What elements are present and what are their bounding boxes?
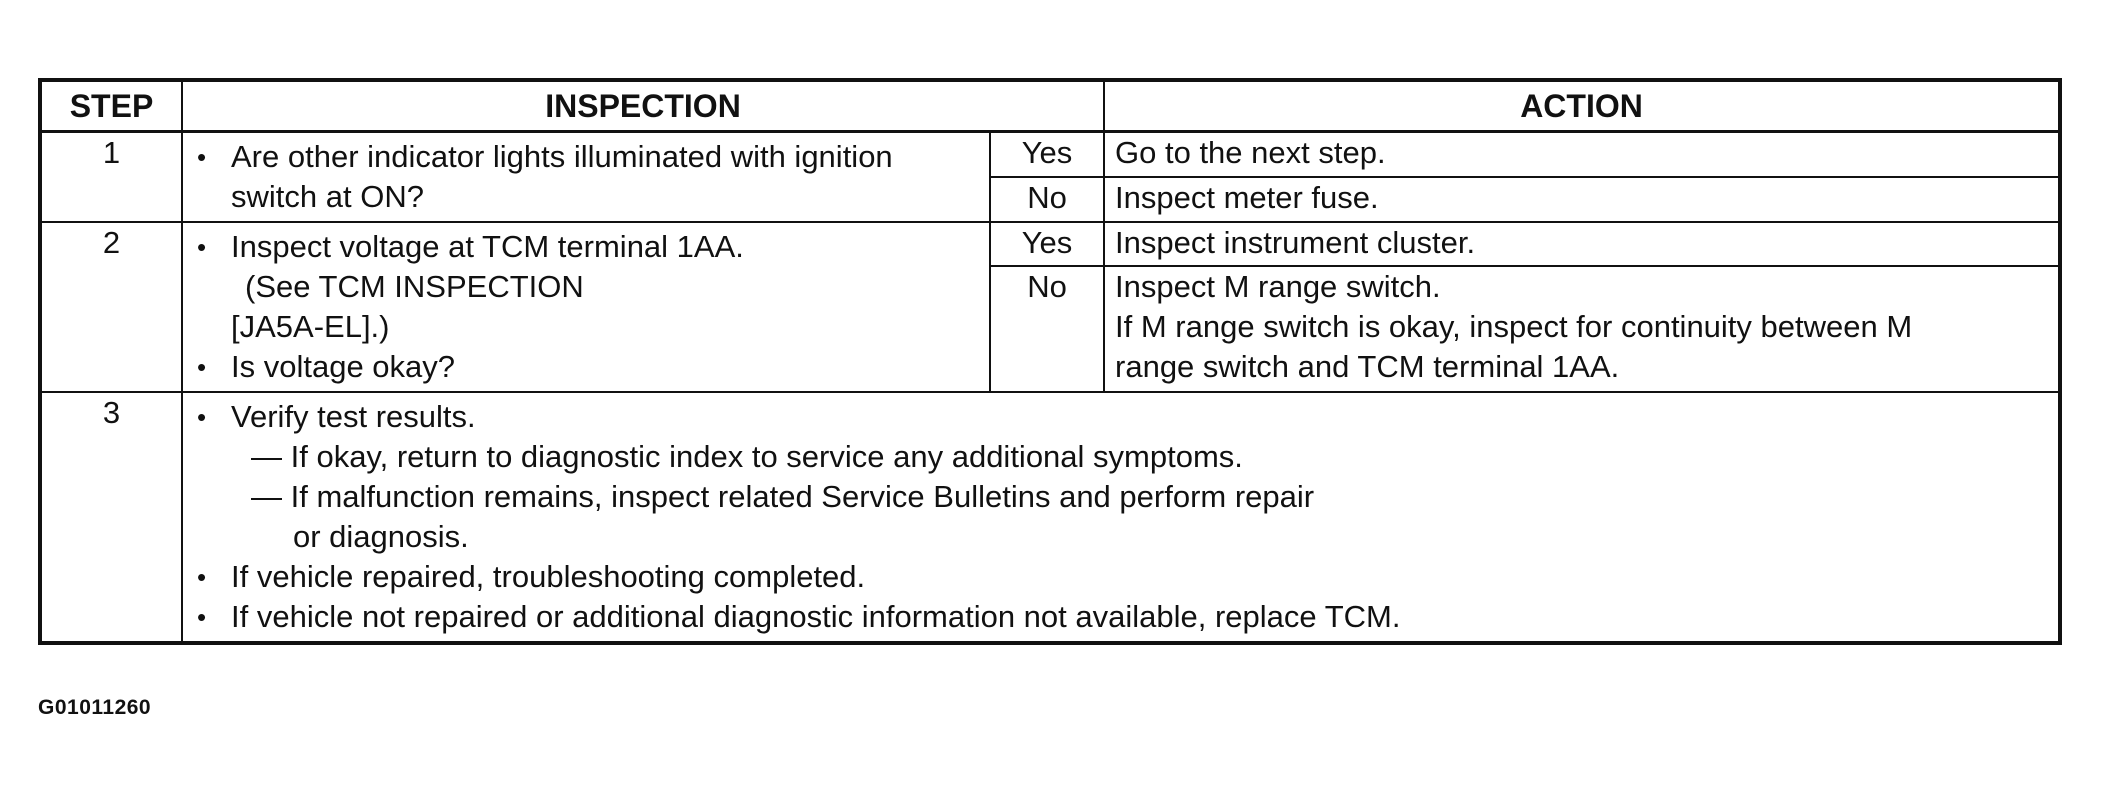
- inspection-item: [231, 227, 979, 347]
- action-line: range switch and TCM terminal 1AA.: [1115, 348, 1620, 384]
- step-number: 1: [40, 132, 182, 223]
- answer-yes: Yes: [990, 222, 1104, 266]
- inspection-item: • Are other indicator lights illuminated with ignition switch at ON?: [231, 137, 979, 217]
- verification-item: • If vehicle repaired, troubleshooting completed.: [231, 557, 2048, 597]
- verification-item: • If vehicle not repaired or additional diagnostic information not available, replace TCM.: [231, 597, 2048, 637]
- step-number: 2: [40, 222, 182, 392]
- inspection-cell: [182, 132, 990, 223]
- inspection-reference: [JA5A-EL].): [231, 309, 390, 344]
- action-cell: Inspect meter fuse.: [1104, 177, 2060, 222]
- answer-yes: Yes: [990, 132, 1104, 178]
- action-header: ACTION: [1104, 80, 2060, 132]
- table-row: [40, 132, 2060, 178]
- inspection-reference: (See TCM INSPECTION: [245, 269, 584, 304]
- action-cell: Inspect instrument cluster.: [1104, 222, 2060, 266]
- verification-subline: — If okay, return to diagnostic index to service any additional symptoms.: [251, 439, 1243, 474]
- step-number: 3: [40, 392, 182, 643]
- inspection-header: INSPECTION: [182, 80, 1104, 132]
- verification-item: [231, 397, 2048, 557]
- answer-no: No: [990, 177, 1104, 222]
- figure-id: G01011260: [38, 696, 152, 719]
- action-cell: Go to the next step.: [1104, 132, 2060, 178]
- table-row: [40, 222, 2060, 266]
- inspection-cell: [182, 222, 990, 392]
- answer-no: No: [990, 266, 1104, 392]
- verification-subline: or diagnosis.: [293, 519, 469, 554]
- verification-subline: — If malfunction remains, inspect related Service Bulletins and perform repair: [251, 479, 1315, 514]
- verification-line: • Verify test results.: [231, 399, 476, 434]
- step-header: STEP: [40, 80, 182, 132]
- header-row: [40, 80, 2060, 132]
- inspection-item: • Is voltage okay?: [231, 347, 979, 387]
- diagnostic-table-container: [38, 78, 2058, 645]
- table-row: [40, 392, 2060, 643]
- action-line: Inspect M range switch.: [1115, 268, 1441, 304]
- inspection-line: • Inspect voltage at TCM terminal 1AA.: [231, 229, 744, 264]
- verification-cell: [182, 392, 2060, 643]
- action-line: If M range switch is okay, inspect for continuity between M: [1115, 308, 1913, 344]
- action-cell: [1104, 266, 2060, 392]
- diagnostic-table: [38, 78, 2062, 645]
